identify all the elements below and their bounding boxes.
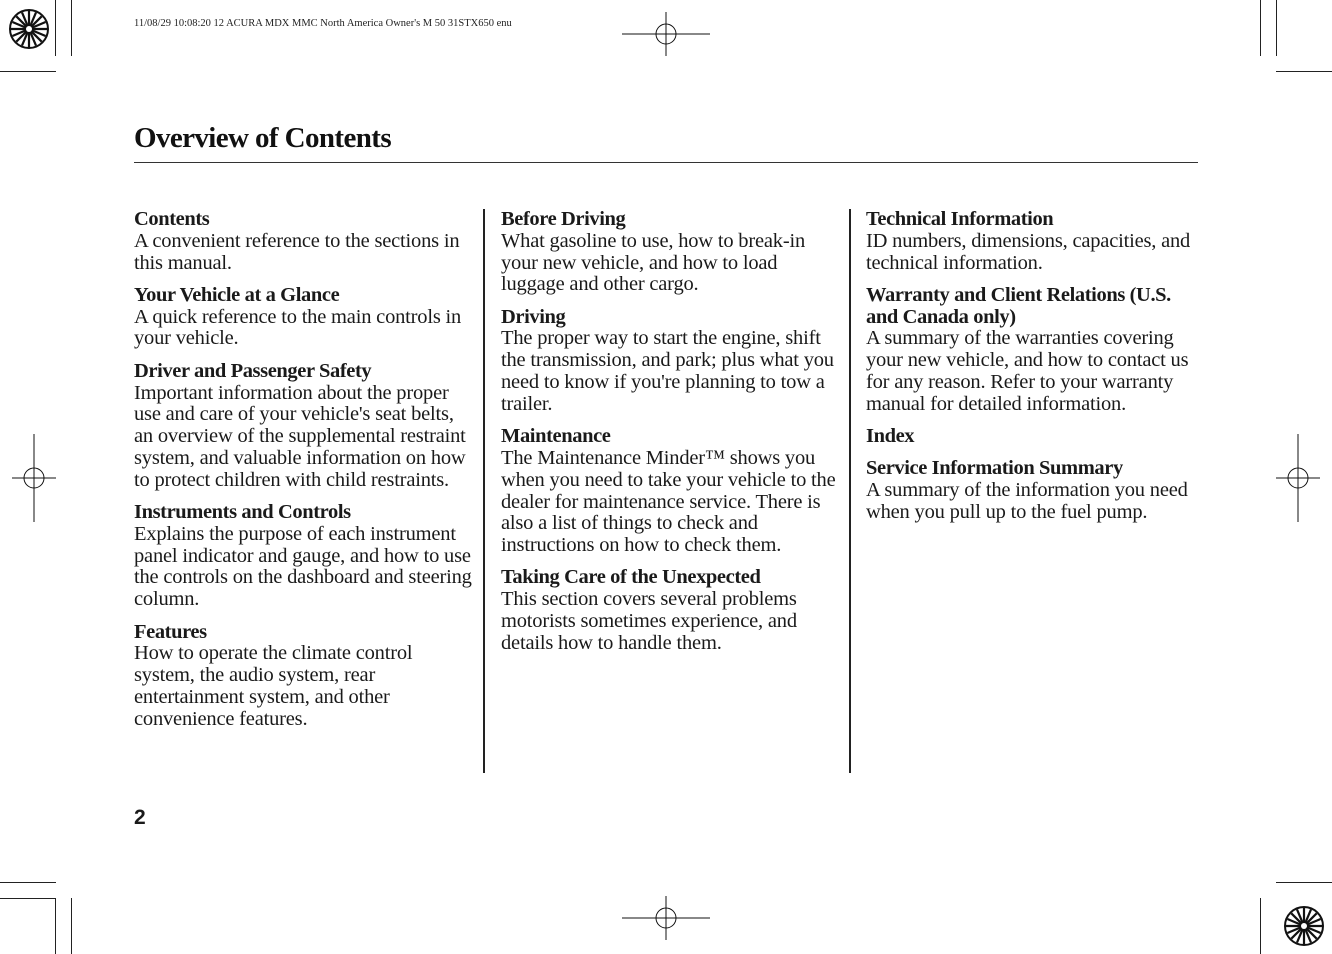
section-description: Explains the purpose of each instrument panel indicator and gauge, and how to use the controls on the dashboard and steering column. [134,522,472,611]
section-entry-driver-passenger-safety[interactable] [134,361,474,492]
section-description: A summary of the information you need when you pull up to the fuel pump. [866,479,1188,524]
crop-mark-bottom-left-h [0,882,56,883]
contents-column-2 [483,209,841,773]
crop-mark-top-right-v [1260,0,1261,56]
section-entry-index[interactable] [866,426,1199,448]
section-entry-contents[interactable] [134,209,474,274]
section-heading: Service Information Summary [866,457,1123,480]
print-slug-line: 11/08/29 10:08:20 12 ACURA MDX MMC North America Owner's M 50 31STX650 enu [134,18,512,29]
crop-mark-top-left-h [0,71,56,72]
crop-mark-bottom-right-v [1260,898,1261,954]
section-description: What gasoline to use, how to break-in your new vehicle, and how to load luggage and other cargo. [501,229,806,296]
section-description: Important information about the proper use and care of your vehicle's seat belts, an overview of the supplemental restraint system, and valuable information on how to protect children with child restraints. [134,381,466,491]
section-entry-instruments-controls[interactable] [134,502,474,611]
section-heading: Features [134,620,207,643]
registration-starburst-icon [8,8,50,50]
crop-mark-bottom-right-h [1276,882,1332,883]
registration-crosshair-icon [1276,434,1320,522]
registration-starburst-icon [1283,905,1325,947]
section-heading: Contents [134,208,210,230]
section-heading: Before Driving [501,208,626,230]
section-description: The Maintenance Minder™ shows you when you need to take your vehicle to the dealer for maintenance service. There is also a list of things to check and instructions on how to check them. [501,446,836,557]
registration-crosshair-icon [622,12,710,56]
crop-mark-top-left-v2 [55,0,56,56]
section-description: A summary of the warranties covering your new vehicle, and how to contact us for any reason. Refer to your warranty manual for detailed information. [866,327,1189,415]
contents-column-3 [849,209,1199,773]
section-description: A quick reference to the main controls in your vehicle. [134,305,462,350]
section-entry-warranty[interactable] [866,285,1199,416]
section-entry-vehicle-at-a-glance[interactable] [134,285,474,350]
section-heading: Maintenance [501,425,611,448]
section-heading: Index [866,425,915,448]
crop-mark-bottom-left-v2 [55,898,56,954]
section-entry-before-driving[interactable] [501,209,841,296]
section-description: ID numbers, dimensions, capacities, and technical information. [866,229,1191,274]
section-description: The proper way to start the engine, shift the transmission, and park; plus what you need to know if you're planning to tow a trailer. [501,327,834,415]
section-heading: Driver and Passenger Safety [134,359,372,382]
section-entry-features[interactable] [134,622,474,731]
section-heading: Warranty and Client Relations (U.S. and Canada only) [866,283,1171,328]
section-description: A convenient reference to the sections in this manual. [134,229,460,274]
title-rule [134,162,1198,163]
page-title: Overview of Contents [134,122,392,154]
section-heading: Instruments and Controls [134,501,351,524]
page-number: 2 [134,806,146,829]
contents-column-1 [134,209,474,773]
section-heading: Driving [501,305,566,328]
crop-mark-top-right-v2 [1276,0,1277,56]
registration-crosshair-icon [12,434,56,522]
registration-crosshair-icon [622,896,710,940]
section-entry-maintenance[interactable] [501,426,841,557]
section-heading: Your Vehicle at a Glance [134,283,340,306]
section-heading: Technical Information [866,208,1054,230]
section-description: This section covers several problems motorists sometimes experience, and details how to handle them. [501,588,797,654]
crop-mark-bottom-left-h2 [0,898,56,899]
section-entry-technical-information[interactable] [866,209,1199,274]
crop-mark-bottom-left-v [71,898,72,954]
section-entry-unexpected[interactable] [501,567,841,654]
section-entry-driving[interactable] [501,307,841,416]
crop-mark-top-left-v [71,0,72,56]
section-entry-service-information[interactable] [866,458,1199,523]
section-description: How to operate the climate control system, the audio system, rear entertainment system, and other convenience features. [134,642,413,730]
crop-mark-top-right-h [1276,71,1332,72]
section-heading: Taking Care of the Unexpected [501,566,761,589]
